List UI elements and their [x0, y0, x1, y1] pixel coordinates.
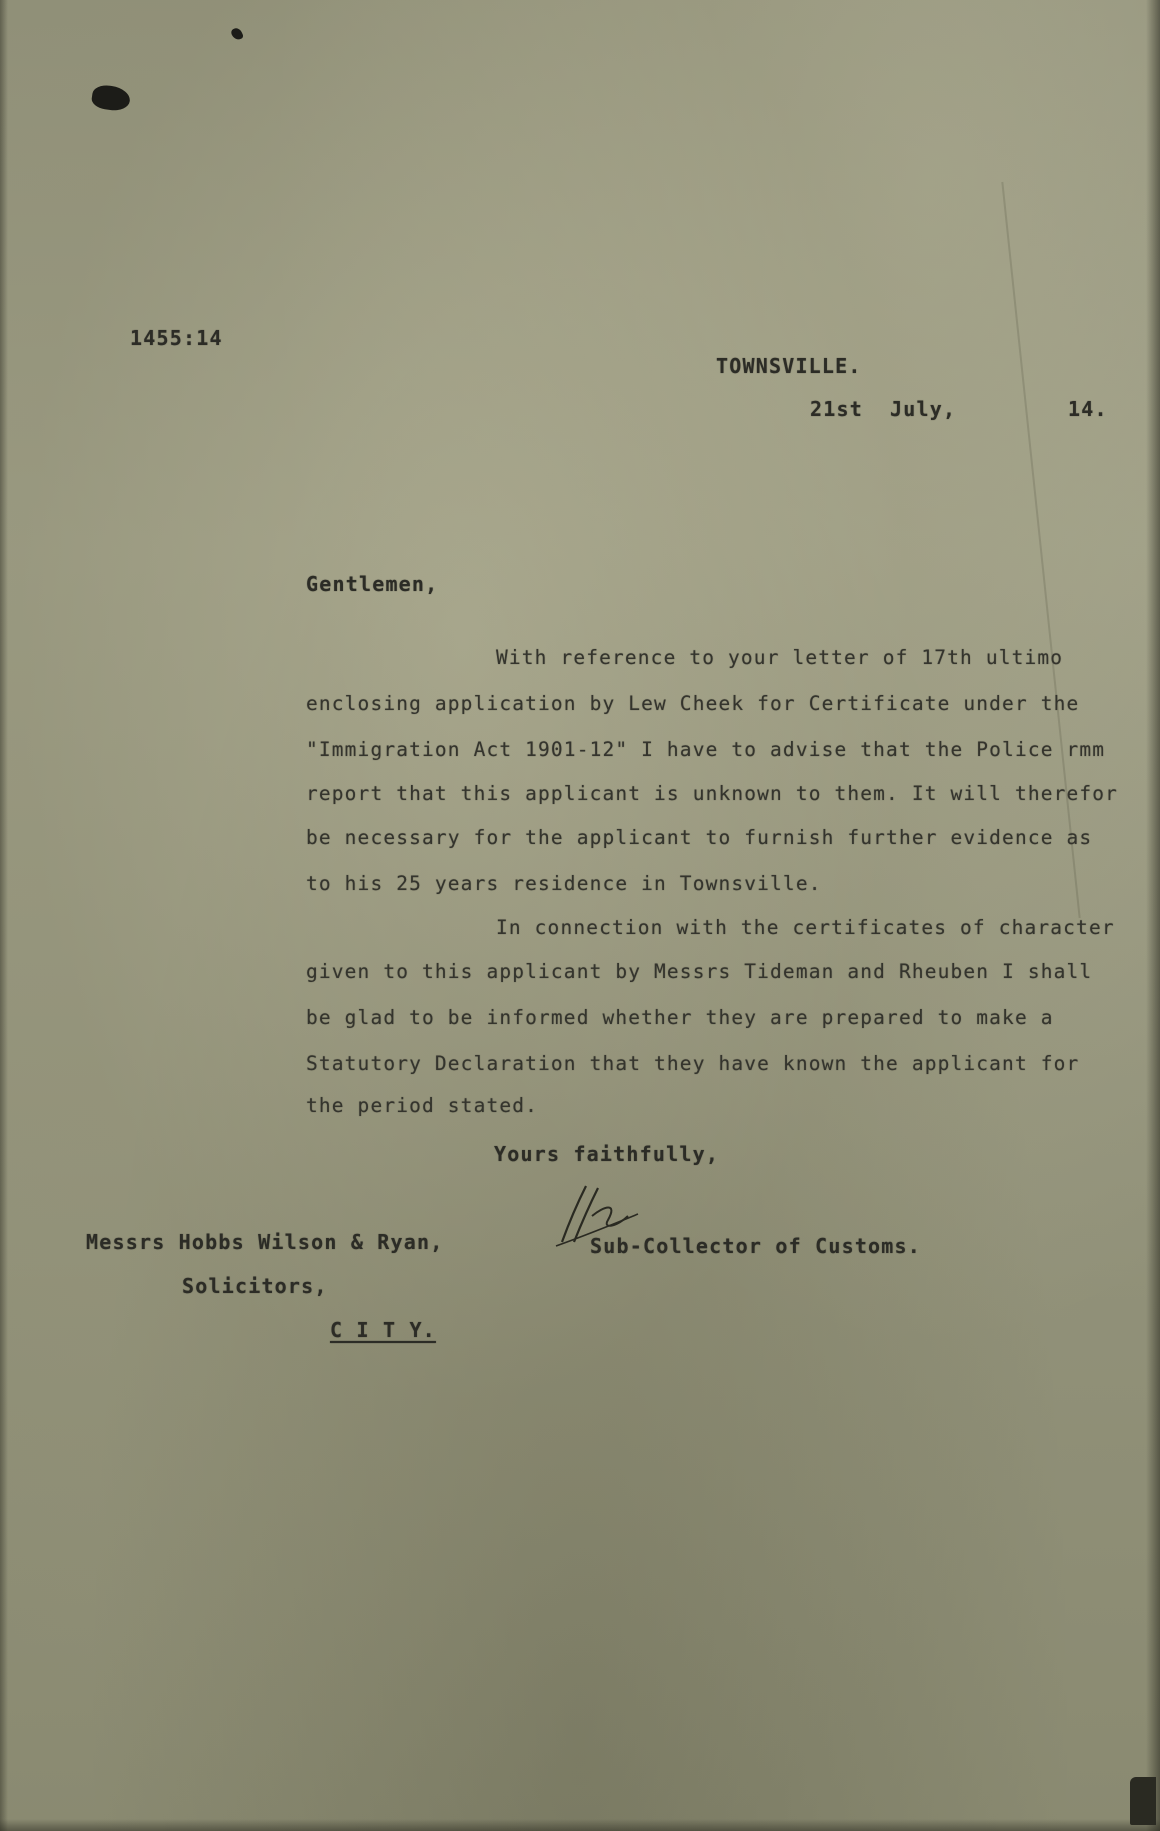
paragraph-1-line-5: be necessary for the applicant to furnish further evidence as [306, 826, 1093, 849]
date-month: July, [890, 397, 957, 421]
reference-number: 1455:14 [130, 326, 223, 350]
paragraph-2-line-2: given to this applicant by Messrs Tideman and Rheuben I shall [306, 960, 1093, 983]
ink-blot [91, 83, 132, 112]
signatory-title: Sub-Collector of Customs. [590, 1234, 922, 1258]
paper-left-edge [0, 0, 8, 1831]
binding-clip-mark [1130, 1777, 1156, 1825]
addressee-name: Messrs Hobbs Wilson & Ryan, [86, 1230, 444, 1254]
paragraph-1-line-6: to his 25 years residence in Townsville. [306, 872, 822, 895]
paragraph-1-line-1: With reference to your letter of 17th ultimo [496, 646, 1064, 669]
paragraph-1-line-2: enclosing application by Lew Cheek for Certificate under the [306, 692, 1080, 715]
paragraph-2-line-1: In connection with the certificates of character [496, 916, 1115, 939]
salutation: Gentlemen, [306, 572, 439, 596]
paper-fold-line [1001, 182, 1080, 918]
date-year: 14. [1068, 397, 1108, 421]
paper-right-edge [1146, 0, 1160, 1831]
paper-bottom-edge [0, 1819, 1160, 1831]
paragraph-2-line-5: the period stated. [306, 1094, 539, 1117]
place-heading: TOWNSVILLE. [716, 354, 862, 378]
paragraph-2-line-3: be glad to be informed whether they are prepared to make a [306, 1006, 1054, 1029]
closing: Yours faithfully, [494, 1142, 720, 1166]
addressee-role: Solicitors, [182, 1274, 328, 1298]
paragraph-2-line-4: Statutory Declaration that they have known the applicant for [306, 1052, 1080, 1075]
date-day: 21st [810, 397, 863, 421]
ink-tick [230, 26, 244, 41]
paragraph-1-line-4: report that this applicant is unknown to them. It will therefor [306, 782, 1119, 805]
addressee-city [330, 1318, 436, 1342]
paragraph-1-line-3: "Immigration Act 1901-12" I have to advise that the Police rmm [306, 738, 1106, 761]
addressee-city-text: C I T Y. [330, 1318, 436, 1342]
